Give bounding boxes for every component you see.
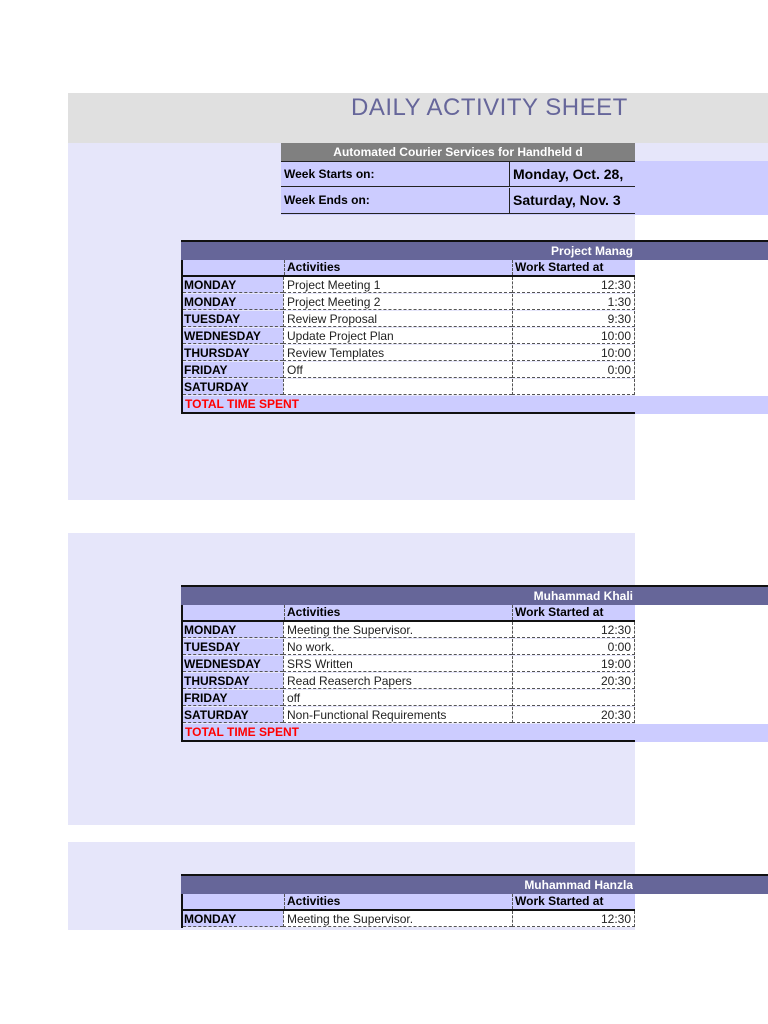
activity-cell[interactable]: Review Templates (283, 345, 512, 361)
table-row (181, 707, 635, 724)
table-row (181, 379, 635, 396)
week-end-label: Week Ends on: (281, 188, 510, 213)
col-activities: Activities (284, 260, 340, 275)
table-row (181, 328, 635, 345)
activity-cell[interactable] (283, 379, 512, 395)
day-cell: THURSDAY (183, 345, 283, 361)
work-started-cell[interactable]: 19:00 (512, 656, 635, 672)
col-work-started: Work Started at (512, 605, 636, 620)
activity-cell[interactable]: Non-Functional Requirements (283, 707, 512, 723)
col-work-started: Work Started at (512, 260, 636, 275)
day-cell: FRIDAY (183, 362, 283, 378)
activity-cell[interactable]: Read Reaserch Papers (283, 673, 512, 689)
week-end-value[interactable]: Saturday, Nov. 3 (513, 192, 621, 208)
week-end-row (281, 188, 635, 214)
work-started-cell[interactable]: 12:30 (512, 277, 635, 293)
col-activities: Activities (284, 894, 340, 909)
work-started-cell[interactable]: 12:30 (512, 622, 635, 638)
activity-cell[interactable]: Project Meeting 1 (283, 277, 512, 293)
week-block (281, 161, 768, 215)
table-row (181, 911, 635, 928)
work-started-cell[interactable]: 20:30 (512, 673, 635, 689)
day-cell: WEDNESDAY (183, 656, 283, 672)
work-started-cell[interactable]: 10:00 (512, 328, 635, 344)
week-start-row (281, 161, 635, 187)
day-cell: TUESDAY (183, 639, 283, 655)
project-header: Automated Courier Services for Handheld d (281, 143, 635, 161)
work-started-cell[interactable]: 0:00 (512, 639, 635, 655)
week-start-label: Week Starts on: (281, 162, 510, 186)
table-bottom-border (181, 412, 635, 414)
sheet-title: DAILY ACTIVITY SHEET (351, 94, 628, 121)
work-started-cell[interactable]: 9:30 (512, 311, 635, 327)
work-started-cell[interactable]: 12:30 (512, 911, 635, 927)
activity-cell[interactable]: Meeting the Supervisor. (283, 911, 512, 927)
table-header (181, 894, 635, 911)
table-row (181, 639, 635, 656)
work-started-cell[interactable]: 0:00 (512, 362, 635, 378)
activity-cell[interactable]: Update Project Plan (283, 328, 512, 344)
total-time-row: TOTAL TIME SPENT (181, 396, 768, 414)
table-name-bar (181, 240, 768, 260)
member-name: Muhammad Hanzla (524, 878, 633, 892)
table-row (181, 656, 635, 673)
member-name: Project Manag (550, 244, 633, 258)
day-cell: THURSDAY (183, 673, 283, 689)
activity-cell[interactable]: Project Meeting 2 (283, 294, 512, 310)
day-cell: TUESDAY (183, 311, 283, 327)
work-started-cell[interactable]: 10:00 (512, 345, 635, 361)
day-cell: SATURDAY (183, 379, 283, 395)
week-start-value[interactable]: Monday, Oct. 28, (513, 166, 624, 182)
day-cell: MONDAY (183, 277, 283, 293)
activity-cell[interactable]: SRS Written (283, 656, 512, 672)
activity-cell[interactable]: Off (283, 362, 512, 378)
day-cell: FRIDAY (183, 690, 283, 706)
table-row (181, 362, 635, 379)
table-row (181, 673, 635, 690)
table-header (181, 260, 635, 277)
day-cell: MONDAY (183, 294, 283, 310)
activity-cell[interactable]: off (283, 690, 512, 706)
table-row (181, 294, 635, 311)
day-cell: SATURDAY (183, 707, 283, 723)
day-cell: MONDAY (183, 911, 283, 927)
activity-cell[interactable]: No work. (283, 639, 512, 655)
table-row (181, 277, 635, 294)
work-started-cell[interactable] (512, 379, 635, 395)
activity-cell[interactable]: Review Proposal (283, 311, 512, 327)
activity-cell[interactable]: Meeting the Supervisor. (283, 622, 512, 638)
table-row (181, 311, 635, 328)
total-time-row: TOTAL TIME SPENT (181, 724, 768, 742)
table-row (181, 345, 635, 362)
day-cell: WEDNESDAY (183, 328, 283, 344)
table-bottom-border (181, 740, 635, 742)
day-cell: MONDAY (183, 622, 283, 638)
table-row (181, 622, 635, 639)
col-work-started: Work Started at (512, 894, 636, 909)
member-name: Muhammad Khali (533, 589, 633, 603)
work-started-cell[interactable]: 1:30 (512, 294, 635, 310)
table-row (181, 690, 635, 707)
work-started-cell[interactable]: 20:30 (512, 707, 635, 723)
table-name-bar (181, 585, 768, 605)
table-name-bar (181, 874, 768, 894)
work-started-cell[interactable] (512, 690, 635, 706)
col-activities: Activities (284, 605, 340, 620)
table-header (181, 605, 635, 622)
